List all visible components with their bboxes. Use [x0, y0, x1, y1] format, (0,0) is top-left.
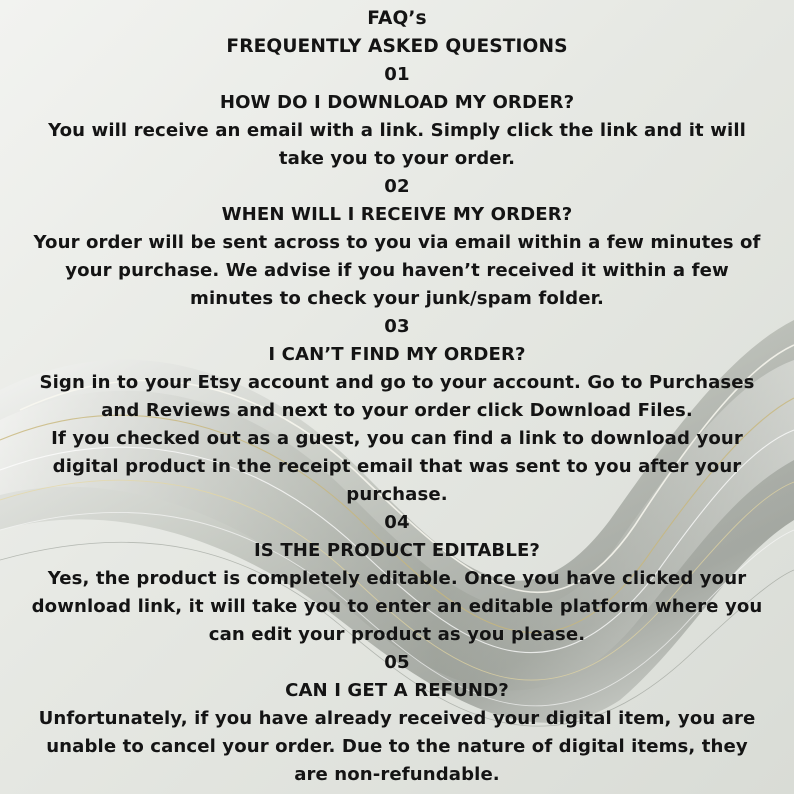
page-title: FAQ’s: [367, 8, 427, 29]
faq-answer-02-line-1: Your order will be sent across to you via email within a few minutes of: [33, 232, 761, 253]
faq-answer-05-line-2: unable to cancel your order. Due to the nature of digital items, they: [46, 736, 748, 757]
faq-answer-01-line-2: take you to your order.: [278, 148, 516, 169]
faq-question-03: I CAN’T FIND MY ORDER?: [268, 344, 526, 365]
faq-number-05: 05: [384, 652, 410, 673]
faq-answer-04-line-2: download link, it will take you to enter an editable platform where you: [31, 596, 763, 617]
faq-question-05: CAN I GET A REFUND?: [285, 680, 509, 701]
faq-answer-05-line-1: Unfortunately, if you have already received your digital item, you are: [38, 708, 756, 729]
faq-answer-04-line-1: Yes, the product is completely editable. Once you have clicked your: [47, 568, 747, 589]
faq-number-03: 03: [384, 316, 410, 337]
faq-number-02: 02: [384, 176, 410, 197]
faq-answer-01-line-1: You will receive an email with a link. Simply click the link and it will: [48, 120, 746, 141]
faq-number-04: 04: [384, 512, 410, 533]
faq-question-02: WHEN WILL I RECEIVE MY ORDER?: [221, 204, 573, 225]
faq-answer-03-line-5: purchase.: [346, 484, 448, 505]
faq-answer-03-line-3: If you checked out as a guest, you can find a link to download your: [51, 428, 743, 449]
faq-answer-02-line-2: your purchase. We advise if you haven’t received it within a few: [65, 260, 729, 281]
faq-answer-03-line-4: digital product in the receipt email that was sent to you after your: [52, 456, 742, 477]
faq-question-01: HOW DO I DOWNLOAD MY ORDER?: [219, 92, 575, 113]
faq-answer-04-line-3: can edit your product as you please.: [208, 624, 586, 645]
faq-question-04: IS THE PRODUCT EDITABLE?: [253, 540, 541, 561]
faq-answer-03-line-2: and Reviews and next to your order click Download Files.: [101, 400, 693, 421]
page-subtitle: FREQUENTLY ASKED QUESTIONS: [226, 36, 568, 57]
faq-answer-02-line-3: minutes to check your junk/spam folder.: [190, 288, 604, 309]
faq-answer-05-line-3: are non-refundable.: [294, 764, 500, 785]
faq-answer-03-line-1: Sign in to your Etsy account and go to your account. Go to Purchases: [39, 372, 755, 393]
faq-number-01: 01: [384, 64, 410, 85]
